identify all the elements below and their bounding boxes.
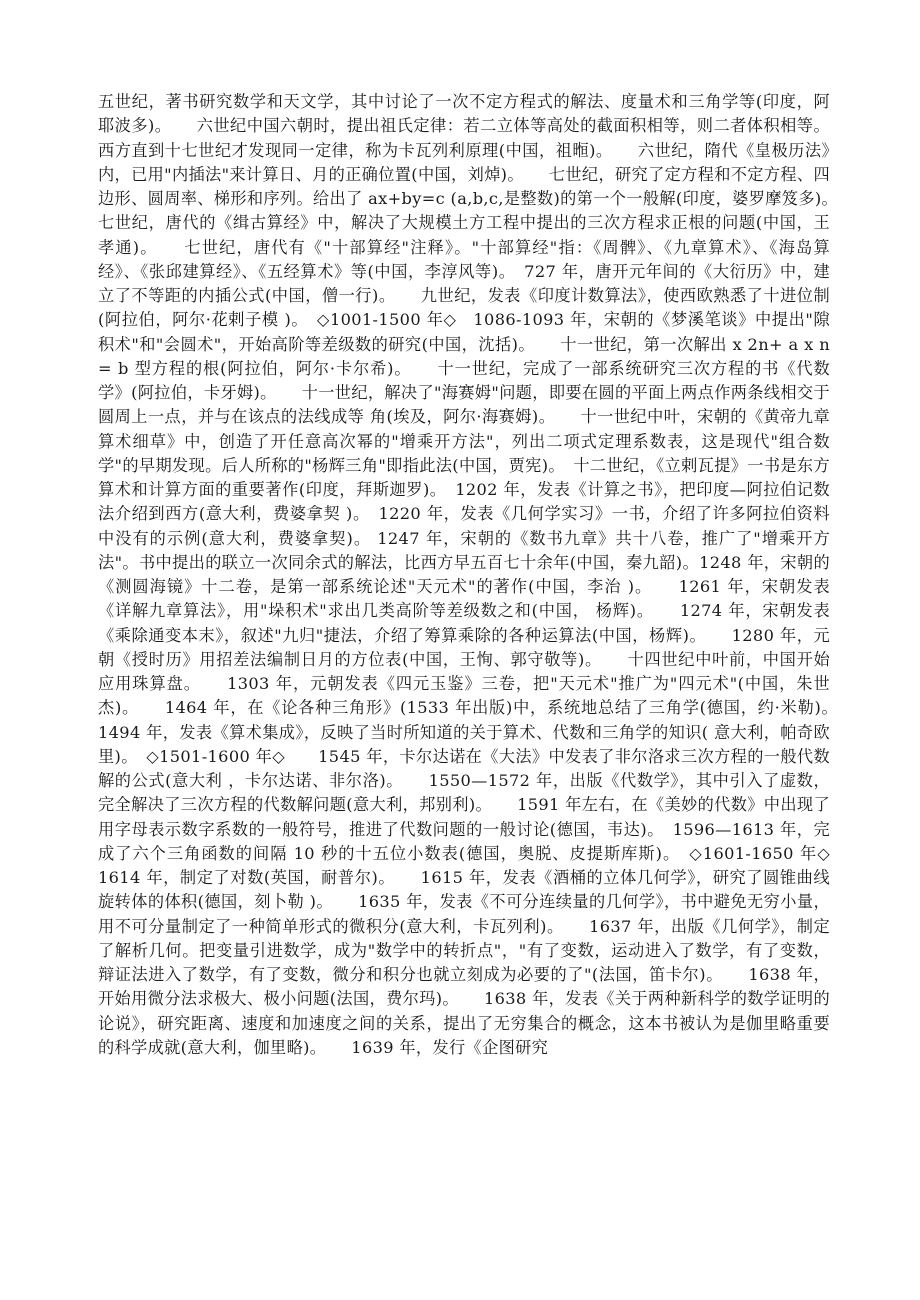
document-page — [98, 90, 864, 1060]
body-text: 五世纪，著书研究数学和天文学，其中讨论了一次不定方程式的解法、度量术和三角学等(印度，阿耶波多)。 六世纪中国六朝时，提出祖氏定律：若二立体等高处的截面积相等，则二者体积相等。西方直到十七世纪才发现同一定律，称为卡瓦列利原理(中国，祖暅)。 六世纪，隋代《皇极历法》内，已用"内插法"来计算日、月的正确位置(中国，刘焯)。 七世纪，研究了定方程和不定方程、四边形、圆周率、梯形和序列。给出了 ax+by=c (a,b,c,是整数)的第一个一般解(印度，婆罗摩笈多)。 七世纪，唐代的《缉古算经》中，解决了大规模土方工程中提出的三次方程求正根的问题(中国，王孝通)。 七世纪，唐代有《"十部算经"注释》。"十部算经"指：《周髀》、《九章算术》、《海岛算经》、《张邱建算经》、《五经算术》等(中国，李淳风等)。 727 年，唐开元年间的《大衍历》中，建立了不等距的内插公式(中国，僧一行)。 九世纪，发表《印度计数算法》，使西欧熟悉了十进位制(阿拉伯，阿尔·花剌子模 )。 ◇1001-1500 年◇ 1086-1093 年，宋朝的《梦溪笔谈》中提出"隙积术"和"会圆术"，开始高阶等差级数的研究(中国，沈括)。 十一世纪，第一次解出 x 2n+ a x n= b 型方程的根(阿拉伯，阿尔·卡尔希)。 十一世纪，完成了一部系统研究三次方程的书《代数学》(阿拉伯，卡牙姆)。 十一世纪，解决了"海赛姆"问题，即要在圆的平面上两点作两条线相交于圆周上一点，并与在该点的法线成等 角(埃及，阿尔·海赛姆)。 十一世纪中叶，宋朝的《黄帝九章算术细草》中，创造了开任意高次幂的"增乘开方法"，列出二项式定理系数表，这是现代"组合数学"的早期发现。后人所称的"杨辉三角"即指此法(中国，贾宪)。 十二世纪，《立剌瓦提》一书是东方算术和计算方面的重要著作(印度，拜斯迦罗)。 1202 年，发表《计算之书》，把印度—阿拉伯记数法介绍到西方(意大利，费婆拿契 )。 1220 年，发表《几何学实习》一书，介绍了许多阿拉伯资料中没有的示例(意大利，费婆拿契)。 1247 年，宋朝的《数书九章》共十八卷，推广了"增乘开方法"。书中提出的联立一次同余式的解法，比西方早五百七十余年(中国，秦九韶)。1248 年，宋朝的《测圆海镜》十二卷，是第一部系统论述"天元术"的著作(中国，李治 )。 1261 年，宋朝发表《详解九章算法》，用"垛积术"求出几类高阶等差级数之和(中国， 杨辉)。 1274 年，宋朝发表《乘除通变本末》，叙述"九归"捷法，介绍了筹算乘除的各种运算法(中国，杨辉)。 1280 年，元朝《授时历》用招差法编制日月的方位表(中国，王恂、郭守敬等)。 十四世纪中叶前，中国开始应用珠算盘。 1303 年，元朝发表《四元玉鉴》三卷，把"天元术"推广为"四元术"(中国，朱世杰)。 1464 年，在《论各种三角形》(1533 年出版)中，系统地总结了三角学(德国，约·米勒)。 1494 年，发表《算术集成》，反映了当时所知道的关于算术、代数和三角学的知识( 意大利，帕奇欧里)。 ◇1501-1600 年◇ 1545 年，卡尔达诺在《大法》中发表了非尔洛求三次方程的一般代数解的公式(意大利 ，卡尔达诺、非尔洛)。 1550—1572 年，出版《代数学》，其中引入了虚数，完全解决了三次方程的代数解问题(意大利，邦别利)。 1591 年左右，在《美妙的代数》中出现了用字母表示数字系数的一般符号，推进了代数问题的一般讨论(德国，韦达)。 1596—1613 年，完成了六个三角函数的间隔 10 秒的十五位小数表(德国，奥脱、皮提斯库斯)。 ◇1601-1650 年◇ 1614 年，制定了对数(英国，耐普尔)。 1615 年，发表《酒桶的立体几何学》，研究了圆锥曲线旋转体的体积(德国，刻卜勒 )。 1635 年，发表《不可分连续量的几何学》，书中避免无穷小量，用不可分量制定了一种简单形式的微积分(意大利，卡瓦列利)。 1637 年，出版《几何学》，制定了解析几何。把变量引进数学，成为"数学中的转折点"，"有了变数，运动进入了数学，有了变数，辩证法进入了数学，有了变数，微分和积分也就立刻成为必要的了"(法国，笛卡尔)。 1638 年，开始用微分法求极大、极小问题(法国，费尔玛)。 1638 年，发表《关于两种新科学的数学证明的论说》，研究距离、速度和加速度之间的关系，提出了无穷集合的概念，这本书被认为是伽里略重要的科学成就(意大利，伽里略)。 1639 年，发行《企图研究 — [98, 92, 864, 1057]
